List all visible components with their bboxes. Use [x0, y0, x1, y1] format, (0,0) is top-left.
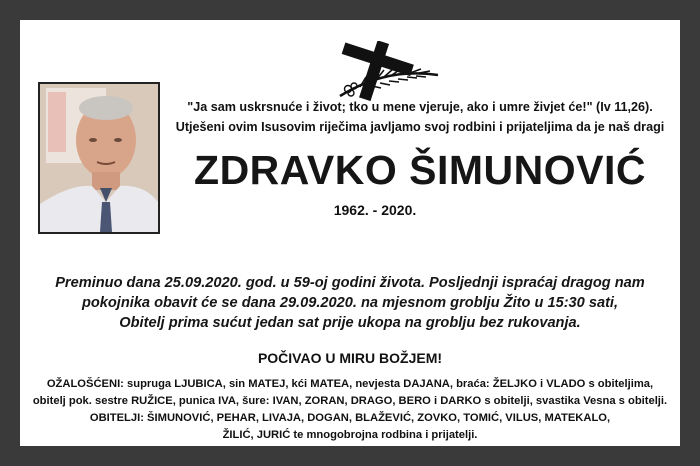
bible-quote: "Ja sam uskrsnuće i život; tko u mene vjeruje, ako i umre živjet će!" (Iv 11,26). [187, 100, 653, 114]
mourners-line: OBITELJI: ŠIMUNOVIĆ, PEHAR, LIVAJA, DOGAN, BLAŽEVIĆ, ZOVKO, TOMIĆ, VILUS, MATEKALO, [89, 412, 611, 424]
mourners-line: obitelj pok. sestre RUŽICE, punica IVA, šure: IVAN, ZORAN, DRAGO, BERO i DARKO s obitelji, svastika Vesna s obitelji. [32, 395, 668, 407]
life-years: 1962. - 2020. [333, 202, 417, 218]
cross-with-palm-branch-icon [320, 41, 440, 101]
mourners-list [30, 376, 670, 444]
deceased-portrait-photo [38, 82, 160, 234]
deceased-name: ZDRAVKO ŠIMUNOVIĆ [194, 147, 646, 193]
funeral-announcement [30, 273, 670, 333]
rest-in-peace-heading: POČIVAO U MIRU BOŽJEM! [257, 350, 443, 366]
mourners-line: ŽILIĆ, JURIĆ te mnogobrojna rodbina i prijatelji. [222, 429, 478, 441]
mourners-line: OŽALOŠĆENI: supruga LJUBICA, sin MATEJ, kći MATEA, nevjesta DAJANA, braća: ŽELJKO i VLADO s obiteljima, [46, 378, 654, 390]
announcement-line: pokojnika obavit će se dana 29.09.2020. na mjesnom groblju Žito u 15:30 sati, [81, 295, 619, 311]
announcement-line: Preminuo dana 25.09.2020. god. u 59-oj godini života. Posljednji ispraćaj dragog nam [55, 275, 645, 291]
obituary-notice [20, 20, 680, 446]
announcement-line: Obitelj prima sućut jedan sat prije ukopa na groblju bez rukovanja. [119, 315, 581, 331]
intro-text: Utješeni ovim Isusovim riječima javljamo svoj rodbini i prijateljima da je naš dragi [175, 120, 665, 134]
